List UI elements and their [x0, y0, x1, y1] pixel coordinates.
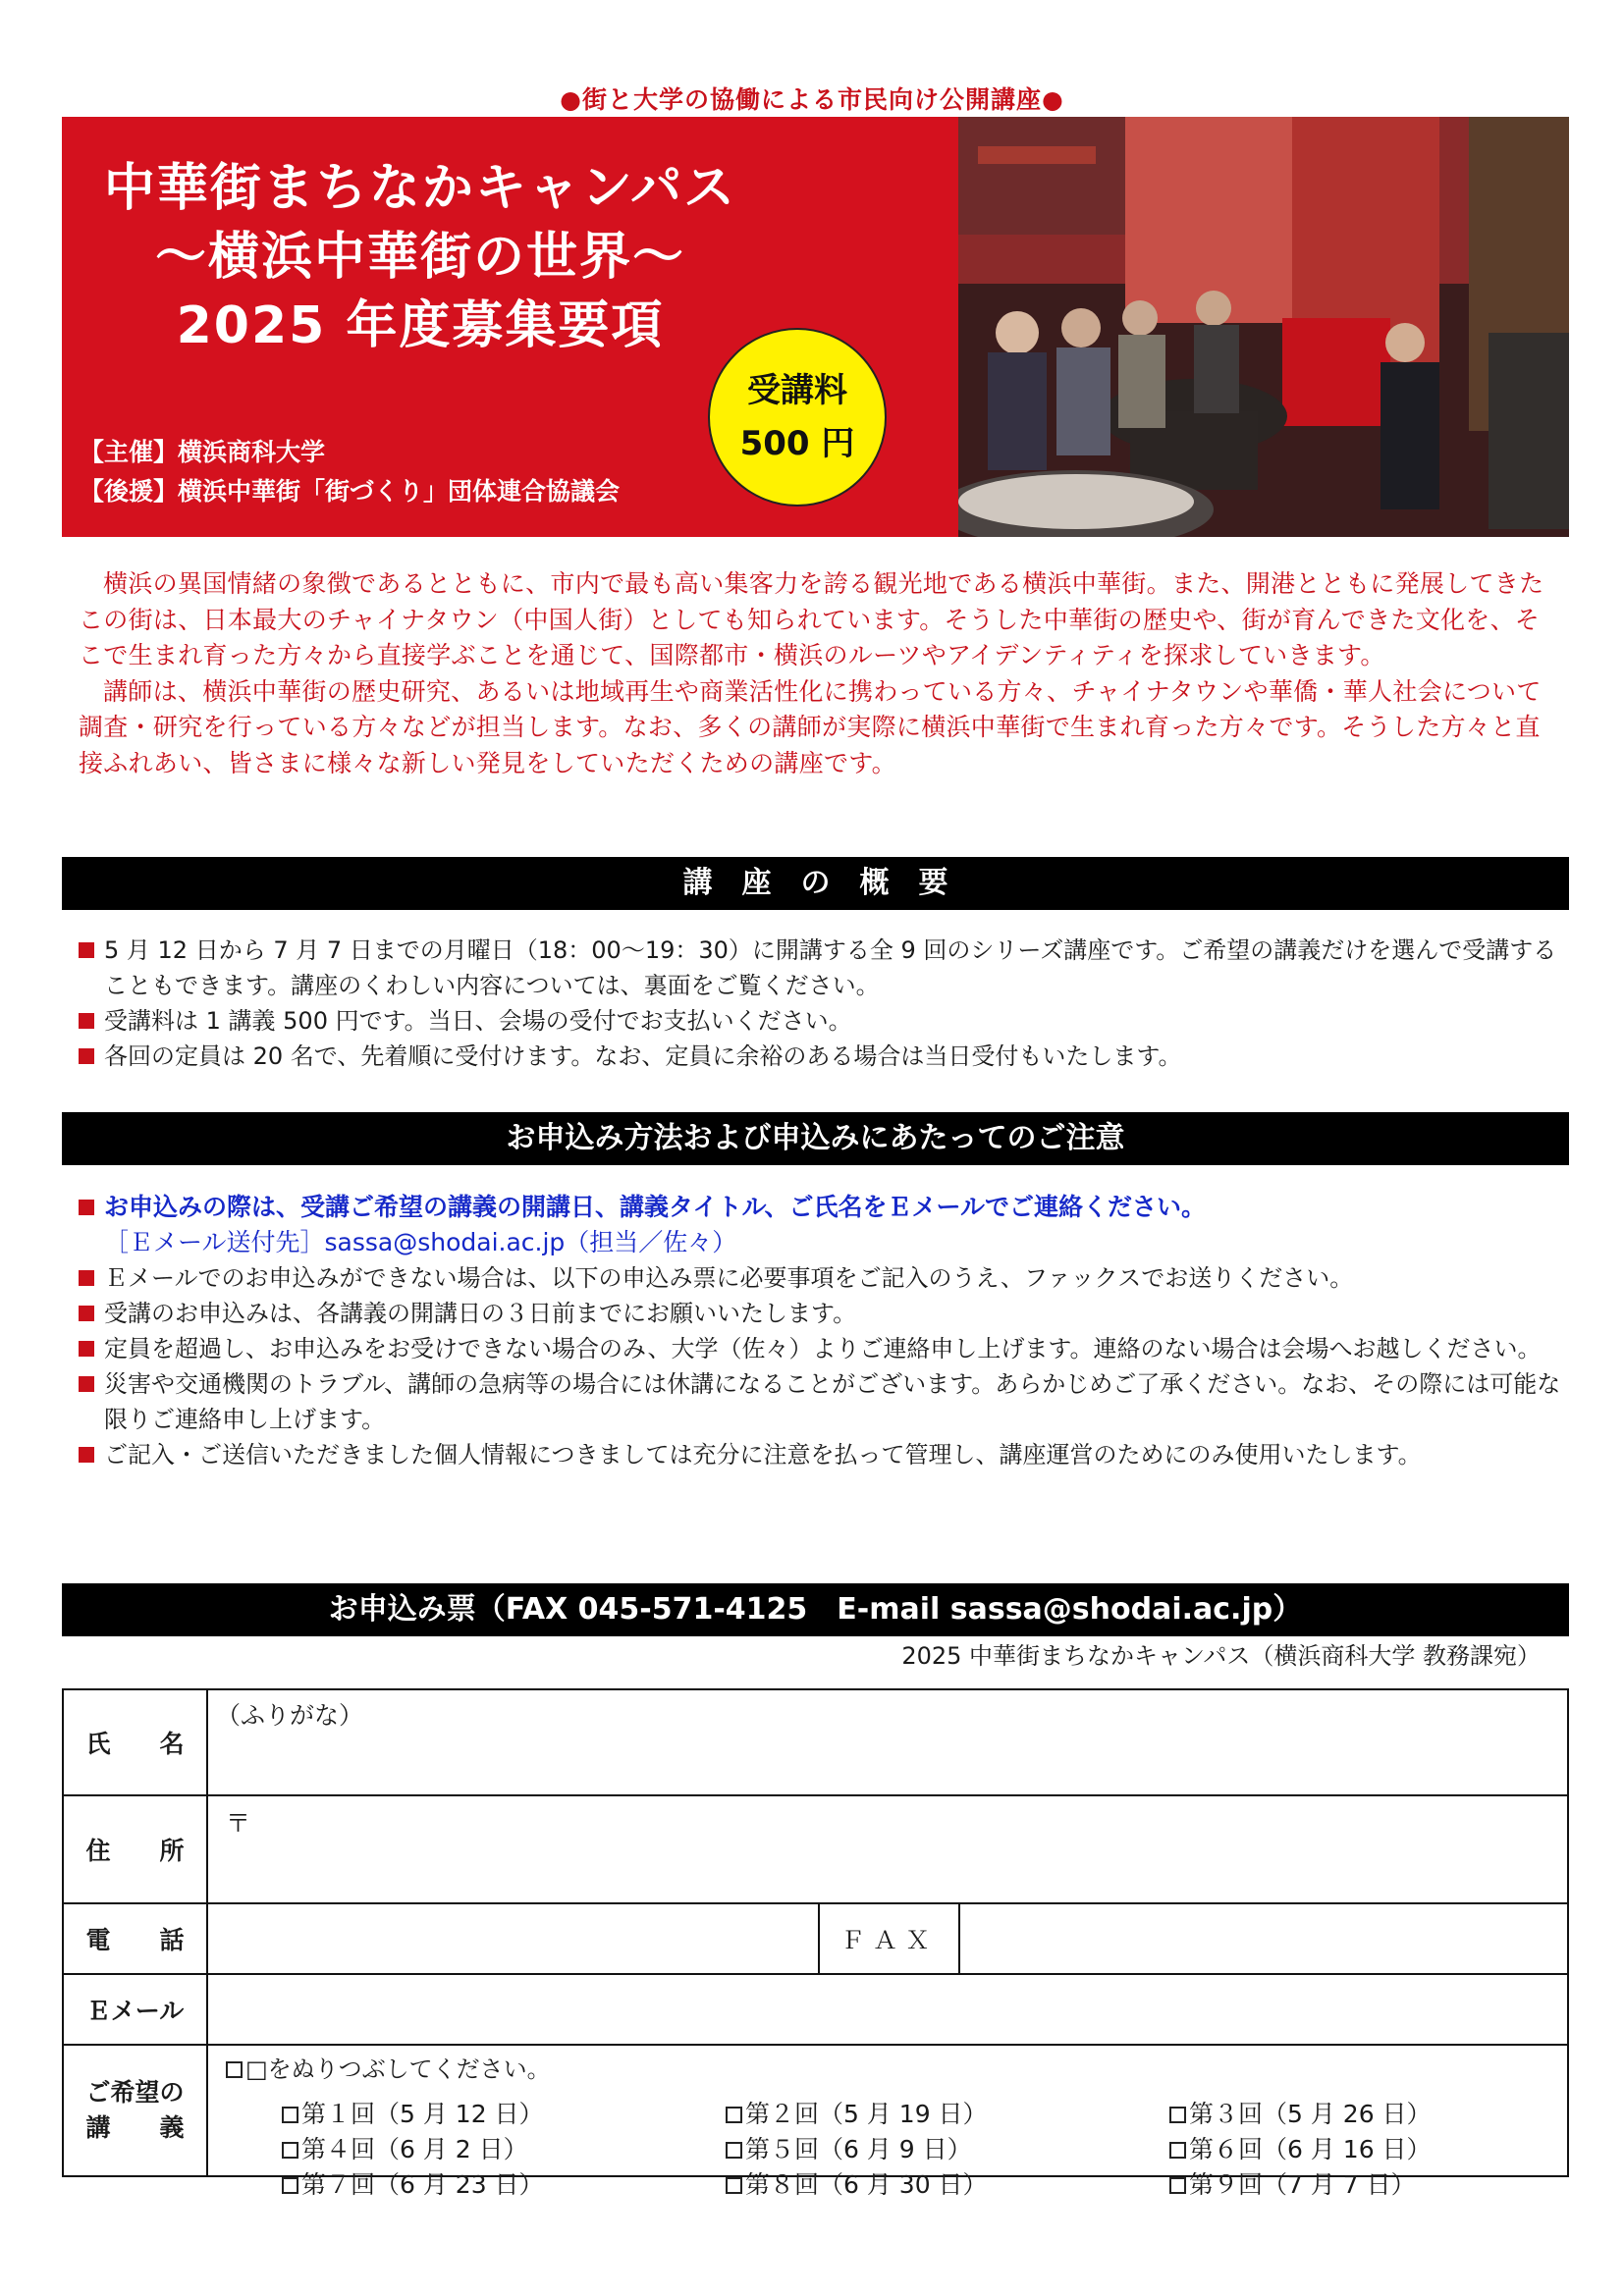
bullet-square-icon	[79, 1270, 94, 1286]
bullet-square-icon	[79, 942, 94, 958]
checkbox-icon	[226, 2061, 243, 2078]
email-row[interactable]	[64, 1975, 1567, 2046]
address-row[interactable]	[64, 1796, 1567, 1904]
checkbox-icon[interactable]	[1169, 2107, 1186, 2123]
intro-paragraph-1: 横浜の異国情緒の象徴であるとともに、市内で最も高い集客力を誇る観光地である横浜中華街。また、開港とともに発展してきたこの街は、日本最大のチャイナタウン（中国人街）としても知られています。そうした中華街の歴史や、街が育んできた文化を、そこで生まれ育った方々から直接学ぶことを通じて、国際都市・横浜のルーツやアイデンティティを探求していきます。	[79, 569, 1544, 669]
application-form	[62, 1688, 1569, 2199]
apply-list	[79, 1190, 1561, 1472]
overview-list	[79, 933, 1561, 1074]
lecture-option-1[interactable]: 第１回（5 月 12 日）	[282, 2097, 726, 2132]
email-label: Ｅメール	[64, 1975, 208, 2044]
checkbox-icon[interactable]	[1169, 2177, 1186, 2194]
phone-label: 電 話	[64, 1904, 208, 1973]
header-banner	[62, 117, 1569, 537]
checkbox-icon[interactable]	[282, 2177, 298, 2194]
lecture-instruction: □をぬりつぶしてください。	[226, 2050, 551, 2084]
tagline: ●街と大学の協働による市民向け公開講座●	[560, 85, 1064, 114]
page-title	[62, 154, 779, 360]
list-item: 受講料は 1 講義 500 円です。当日、会場の受付でお支払いください。	[79, 1003, 1561, 1039]
lecture-option-2[interactable]: 第２回（5 月 19 日）	[726, 2097, 1169, 2132]
list-item: 各回の定員は 20 名で、先着順に受付けます。なお、定員に余裕のある場合は当日受付もいたします。	[79, 1039, 1561, 1074]
lecture-option-9[interactable]: 第９回（7 月 7 日）	[1169, 2167, 1460, 2203]
lecture-option-3[interactable]: 第３回（5 月 26 日）	[1169, 2097, 1460, 2132]
list-item: 受講のお申込みは、各講義の開講日の３日前までにお願いいたします。	[79, 1296, 1561, 1331]
organizer: 【主催】横浜商科大学	[80, 438, 326, 466]
intro-text	[79, 566, 1556, 781]
bullet-square-icon	[79, 1447, 94, 1463]
bullet-square-icon	[79, 1341, 94, 1357]
email-destination[interactable]: ［Ｅメール送付先］sassa@shodai.ac.jp（担当／佐々）	[104, 1228, 737, 1256]
bullet-square-icon	[79, 1048, 94, 1064]
form-caption: 2025 中華街まちなかキャンパス（横浜商科大学 教務課宛）	[901, 1642, 1541, 1670]
checkbox-icon[interactable]	[282, 2107, 298, 2123]
chinatown-photo	[958, 117, 1569, 537]
intro-paragraph-2: 講師は、横浜中華街の歴史研究、あるいは地域再生や商業活性化に携わっている方々、チャイナタウンや華僑・華人社会について調査・研究を行っている方々などが担当します。なお、多くの講師が実際に横浜中華街で生まれ育った方々です。そうした方々と直接ふれあい、皆さまに様々な新しい発見をしていただくための講座です。	[79, 676, 1542, 777]
checkbox-icon[interactable]	[1169, 2142, 1186, 2159]
fee-label: 受講料	[747, 371, 847, 410]
checkbox-icon[interactable]	[726, 2107, 742, 2123]
address-label: 住 所	[64, 1796, 208, 1902]
overview-heading: 講 座 の 概 要	[62, 857, 1569, 910]
list-item: 定員を超過し、お申込みをお受けできない場合のみ、大学（佐々）よりご連絡申し上げます。連絡のない場合は会場へお越しください。	[79, 1331, 1561, 1366]
bullet-square-icon	[79, 1376, 94, 1392]
lecture-option-6[interactable]: 第６回（6 月 16 日）	[1169, 2132, 1460, 2167]
lecture-option-5[interactable]: 第５回（6 月 9 日）	[726, 2132, 1169, 2167]
lecture-label-line-1: ご希望の	[85, 2078, 185, 2107]
lecture-option-4[interactable]: 第４回（6 月 2 日）	[282, 2132, 726, 2167]
fee-value: 500 円	[739, 424, 855, 463]
list-item: ご記入・ご送信いただきました個人情報につきましては充分に注意を払って管理し、講座運営のためにのみ使用いたします。	[79, 1437, 1561, 1472]
name-row	[64, 1690, 1567, 1796]
bullet-square-icon	[79, 1013, 94, 1029]
postal-mark: 〒	[226, 1809, 251, 1838]
list-item: Ｅメールでのお申込みができない場合は、以下の申込み票に必要事項をご記入のうえ、ファックスでお送りください。	[79, 1260, 1561, 1296]
list-item: 5 月 12 日から 7 月 7 日までの月曜日（18：00～19：30）に開講する全 9 回のシリーズ講座です。ご希望の講義だけを選んで受講することもできます。講座のくわしい内容については、裏面をご覧ください。	[79, 933, 1561, 1003]
bullet-square-icon	[79, 1200, 94, 1215]
title-line-3: 2025 年度募集要項	[176, 296, 665, 355]
checkbox-icon[interactable]	[726, 2177, 742, 2194]
name-label: 氏 名	[64, 1690, 208, 1794]
bullet-square-icon	[79, 1306, 94, 1321]
checkbox-icon[interactable]	[726, 2142, 742, 2159]
apply-heading: お申込み方法および申込みにあたってのご注意	[62, 1112, 1569, 1165]
checkbox-icon[interactable]	[282, 2142, 298, 2159]
title-line-2: ～横浜中華街の世界～	[154, 228, 685, 287]
lecture-options	[282, 2097, 1460, 2203]
apply-highlight: お申込みの際は、受講ご希望の講義の開講日、講義タイトル、ご氏名をＥメールでご連絡ください。	[79, 1190, 1561, 1225]
furigana-label: （ふりがな）	[216, 1701, 364, 1730]
form-heading: お申込み票（FAX 045-571-4125 E-mail sassa@shodai.ac.jp）	[62, 1583, 1569, 1636]
lecture-option-7[interactable]: 第７回（6 月 23 日）	[282, 2167, 726, 2203]
title-line-1: 中華街まちなかキャンパス	[103, 159, 737, 218]
fax-label: ＦＡＸ	[818, 1904, 960, 1973]
lecture-row	[64, 2046, 1567, 2199]
lecture-label-line-2: 講 義	[85, 2113, 185, 2142]
phone-row[interactable]	[64, 1904, 1567, 1975]
list-item: 災害や交通機関のトラブル、講師の急病等の場合には休講になることがございます。あらかじめご了承ください。なお、その際には可能な限りご連絡申し上げます。	[79, 1366, 1561, 1437]
lecture-label	[64, 2046, 208, 2175]
organizers	[80, 433, 620, 511]
lecture-option-8[interactable]: 第８回（6 月 30 日）	[726, 2167, 1169, 2203]
fee-badge	[708, 328, 887, 507]
supporter: 【後援】横浜中華街「街づくり」団体連合協議会	[80, 477, 621, 506]
